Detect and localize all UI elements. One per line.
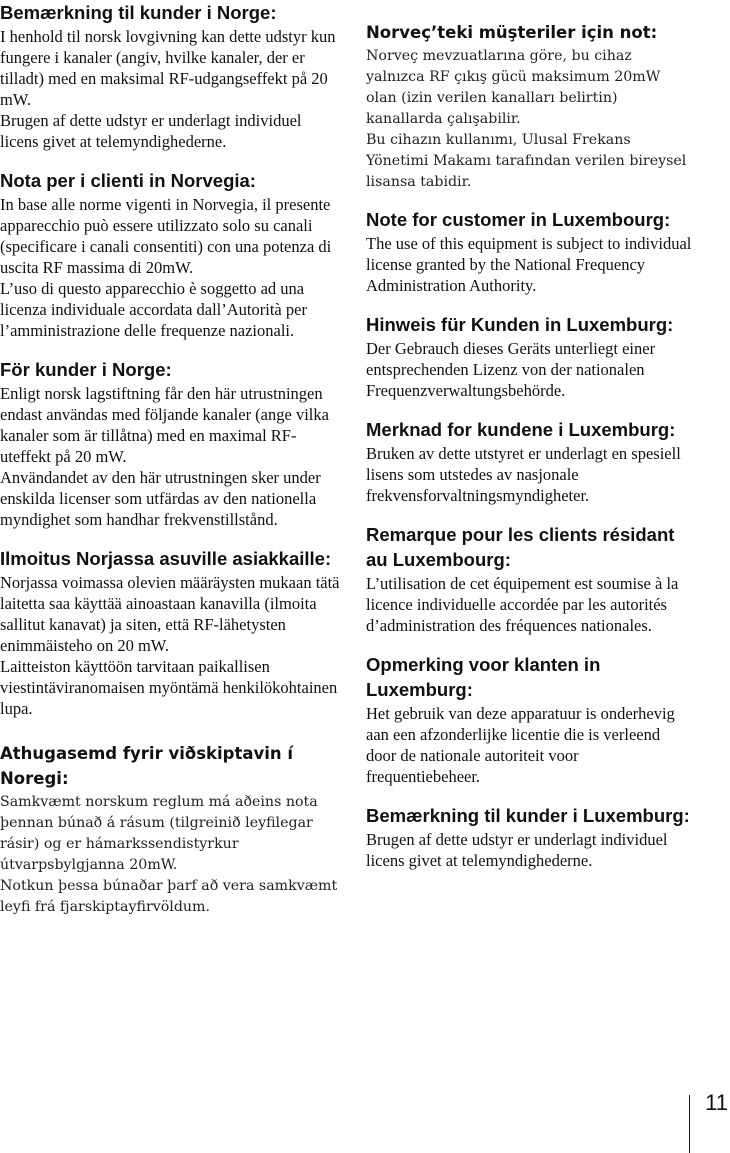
notice-italian-norway	[0, 168, 340, 341]
notice-body: L’utilisation de cet équipement est soumise à la licence individuelle accordée par les autorités d’administration des fréquences nationales.	[366, 574, 679, 635]
notice-body: Norveç mevzuatlarına göre, bu cihaz yalnızca RF çıkış gücü maksimum 20mW olan (izin verilen kanalları belirtin) kanallarda çalışabilir. Bu cihazın kullanımı, Ulusal Frekans Yönetimi Makamı tarafından verilen bireysel lisansa tabidir.	[366, 48, 687, 190]
notice-heading: Bemærkning til kunder i Norge:	[0, 2, 277, 23]
notice-french-luxembourg	[366, 522, 692, 636]
notice-body: The use of this equipment is subject to individual license granted by the National Frequency Administration Authority.	[366, 234, 692, 295]
notice-heading: Ilmoitus Norjassa asuville asiakkaille:	[0, 548, 332, 569]
notice-heading: Note for customer in Luxembourg:	[366, 209, 671, 230]
notice-danish-luxembourg	[366, 803, 692, 871]
notice-body: In base alle norme vigenti in Norvegia, il presente apparecchio può essere utilizzato solo su canali (specificare i canali consentiti) con una potenza di uscita RF massima di 20mW. L’uso di questo apparecchio è soggetto ad una licenza individuale accordata dall’Autorità per l’amministrazione delle frequenze nazionali.	[0, 195, 332, 340]
notice-turkish-norway	[366, 20, 692, 193]
notice-heading: Remarque pour les clients résidant au Luxembourg:	[366, 524, 675, 570]
notice-body: Brugen af dette udstyr er underlagt individuel licens givet at telemyndighederne.	[366, 830, 668, 870]
notice-german-luxembourg	[366, 312, 692, 401]
notice-body: Enligt norsk lagstiftning får den här utrustningen endast användas med följande kanaler (ange vilka kanaler som är tillåtna) med en maximal RF-uteffekt på 20 mW. Användandet av den här utrustningen sker under enskilda licenser som utfärdas av den nationella myndighet som handhar frekvenstillstånd.	[0, 384, 329, 529]
notice-body: Samkvæmt norskum reglum má aðeins nota þennan búnað á rásum (tilgreinið leyfilegar rásir) og er hámarkssendistyrkur útvarpsbylgjanna 20mW. Notkun þessa búnaðar þarf að vera samkvæmt leyfi frá fjarskiptayfirvöldum.	[0, 794, 338, 915]
notice-heading: Athugasemd fyrir viðskiptavin í Noregi:	[0, 744, 294, 788]
notice-heading: Merknad for kundene i Luxemburg:	[366, 419, 676, 440]
page-number-rule	[689, 1095, 690, 1153]
notice-body: Het gebruik van deze apparatuur is onderhevig aan een afzonderlijke licentie die is verleend door de nationale autoriteit voor frequentiebeheer.	[366, 704, 675, 786]
notice-norwegian-luxembourg	[366, 417, 692, 506]
page-number: 11	[705, 1090, 728, 1115]
notice-heading: Bemærkning til kunder i Luxemburg:	[366, 805, 690, 826]
notice-heading: Norveç’teki müşteriler için not:	[366, 23, 658, 42]
notice-body: Norjassa voimassa olevien määräysten mukaan tätä laitetta saa käyttää ainoastaan kanavilla (ilmoita sallitut kanavat) ja siten, että RF-lähetysten enimmäisteho on 20 mW. Laitteiston käyttöön tarvitaan paikallisen viestintäviranomaisen myöntämä henkilökohtainen lupa.	[0, 573, 340, 718]
notice-icelandic-norway	[0, 741, 340, 918]
notice-finnish-norway	[0, 546, 340, 719]
notice-body: Bruken av dette utstyret er underlagt en spesiell lisens som utstedes av nasjonale frekvensforvaltningsmyndigheter.	[366, 444, 681, 505]
notice-body: Der Gebrauch dieses Geräts unterliegt einer entsprechenden Lizenz von der nationalen Frequenzverwaltungsbehörde.	[366, 339, 656, 400]
notice-heading: Hinweis für Kunden in Luxemburg:	[366, 314, 674, 335]
notice-english-luxembourg	[366, 207, 692, 296]
notice-denmark-norway	[0, 0, 340, 152]
notice-heading: Opmerking voor klanten in Luxemburg:	[366, 654, 601, 700]
notice-heading: För kunder i Norge:	[0, 359, 172, 380]
left-column	[0, 0, 340, 918]
right-column	[366, 0, 692, 871]
notice-swedish-norway	[0, 357, 340, 530]
notice-dutch-luxembourg	[366, 652, 692, 787]
notice-body: I henhold til norsk lovgivning kan dette udstyr kun fungere i kanaler (angiv, hvilke kanaler, der er tilladt) med en maksimal RF-udgangseffekt på 20 mW. Brugen af dette udstyr er underlagt individuel licens givet at telemyndighederne.	[0, 27, 336, 151]
notice-heading: Nota per i clienti in Norvegia:	[0, 170, 256, 191]
